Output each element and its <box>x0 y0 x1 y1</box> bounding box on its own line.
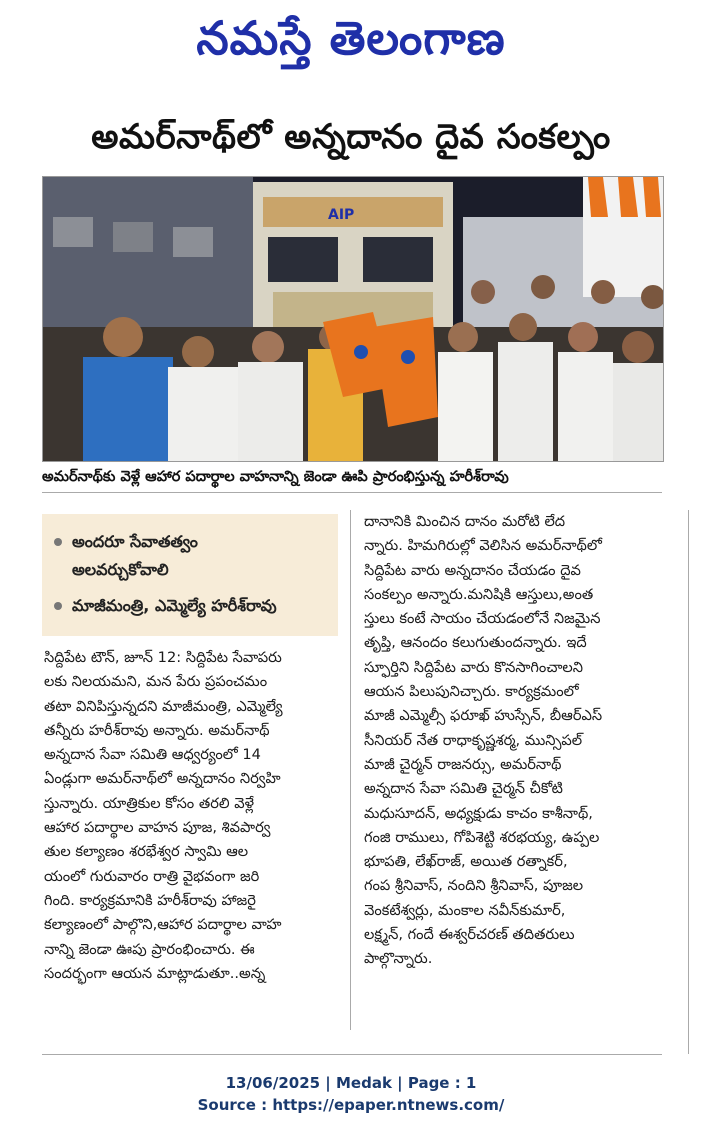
column-divider <box>350 510 351 1030</box>
bullet-icon <box>54 538 62 546</box>
text-line: కల్యాణంలో పాల్గొని,ఆహార పదార్థాల వాహ <box>44 916 282 934</box>
article-column-left <box>44 646 340 986</box>
photo-caption: అమర్‌నాథ్‌కు వెళ్లే ఆహార పదార్థాల వాహనాన్ని జెండా ఊపి ప్రారంభిస్తున్న హరీశ్‌రావు <box>42 469 509 485</box>
footer-source: Source : https://epaper.ntnews.com/ <box>197 1096 505 1114</box>
highlight-line: అందరూ సేవాతత్వం <box>72 532 198 551</box>
text-line: ఆహార పదార్థాల వాహన పూజ, శివపార్వ <box>44 819 271 837</box>
text-line: లక్ష్మన్, గందే ఈశ్వర్‌చరణ్ తదితరులు <box>364 926 575 944</box>
text-line: స్తులు కంటే సాయం చేయడంలోనే నిజమైన <box>364 610 601 628</box>
text-line: గంప శ్రీనివాస్, నందిని శ్రీనివాస్, పూజల <box>364 877 584 895</box>
highlights-box <box>42 514 338 636</box>
text-line: మాజీ ఎమ్మెల్సీ ఫరూఖ్ హుస్సేన్, బీఆర్ఎస్ <box>364 707 603 725</box>
text-line: దానానికి మించిన దానం మరోటి లేద <box>364 513 566 530</box>
text-line: స్ఫూర్తిని సిద్దిపేట వారు కొనసాగించాలని <box>364 658 584 676</box>
text-line: తృప్తి, ఆనందం కలుగుతుందన్నారు. ఇదే <box>364 634 587 652</box>
masthead: నమస్తే తెలంగాణ <box>196 11 506 65</box>
article-column-right <box>364 510 656 972</box>
bottom-divider <box>42 1054 662 1055</box>
text-line: సందర్భంగా ఆయన మాట్లాడుతూ..అన్న <box>44 964 266 982</box>
highlight-item <box>52 528 330 584</box>
headline: అమర్‌నాథ్‌లో అన్నదానం దైవ సంకల్పం <box>91 117 611 157</box>
text-line: మాజీ చైర్మన్ రాజనర్సు, అమర్‌నాథ్ <box>364 755 562 773</box>
text-line: సీనియర్ నేత రాధాకృష్ణశర్మ, మున్సిపల్ <box>364 731 583 749</box>
text-line: సంకల్పం అన్నారు.మనిషికి ఆస్తులు,అంత <box>364 585 594 603</box>
text-line: ఏండ్లుగా అమర్‌నాథ్‌లో అన్నదానం నిర్వహి <box>44 770 281 788</box>
caption-divider <box>42 492 662 493</box>
text-line: తటా వినిపిస్తున్నదని మాజీమంత్రి, ఎమ్మెల్యే <box>44 697 283 715</box>
text-line: ఆయన పిలుపునిచ్చారు. కార్యక్రమంలో <box>364 683 579 701</box>
highlight-line: అలవర్చుకోవాలి <box>72 560 169 579</box>
text-line: నాన్ని జెండా ఊపు ప్రారంభించారు. ఈ <box>44 940 255 958</box>
text-line: లకు నిలయమని, మన పేరు ప్రపంచమం <box>44 673 268 691</box>
text-line: గింది. కార్యక్రమానికి హరీశ్‌రావు హాజరై <box>44 891 256 909</box>
highlight-item <box>52 592 330 620</box>
text-line: వెంకటేశ్వర్లు, మంకాల నవీన్‌కుమార్, <box>364 901 566 919</box>
page-edge-divider <box>688 510 689 1054</box>
text-line: అన్నదాన సేవా సమితి ఆధ్వర్యంలో 14 <box>44 746 261 764</box>
text-line: తుల కల్యాణం శరభేశ్వర స్వామి ఆల <box>44 843 249 861</box>
text-line: సిద్దిపేట టౌన్, జూన్ 12: సిద్దిపేట సేవాపరు <box>44 649 282 666</box>
text-line: పాల్గొన్నారు. <box>364 950 433 968</box>
text-line: తన్నీరు హరీశ్‌రావు అన్నారు. అమర్‌నాథ్ <box>44 721 270 739</box>
text-line: అన్నదాన సేవా సమితి చైర్మన్ చీకోటి <box>364 780 563 798</box>
text-line: గంజి రాములు, గోపిశెట్టి శరభయ్య, ఉప్పల <box>364 828 600 846</box>
text-line: న్నారు. హిమగిరుల్లో వెలిసిన అమర్‌నాథ్‌లో <box>364 537 602 555</box>
text-line: యంలో గురువారం రాత్రి వైభవంగా జరి <box>44 867 260 885</box>
footer-date: 13/06/2025 | Medak | Page : 1 <box>225 1074 477 1092</box>
truck-plate-text: AIP <box>328 207 355 223</box>
news-photo <box>42 176 664 462</box>
text-line: భూపతి, లేఖ్‌రాజ్, అయిత రత్నాకర్, <box>364 853 568 871</box>
text-line: స్తున్నారు. యాత్రికుల కోసం తరలి వెళ్లే <box>44 794 254 812</box>
bullet-icon <box>54 602 62 610</box>
text-line: సిద్దిపేట వారు అన్నదానం చేయడం దైవ <box>364 561 581 579</box>
highlight-line: మాజీమంత్రి, ఎమ్మెల్యే హరీశ్‌రావు <box>72 596 277 615</box>
text-line: మధుసూదన్, అధ్యక్షుడు కాచం కాశీనాథ్, <box>364 804 593 822</box>
